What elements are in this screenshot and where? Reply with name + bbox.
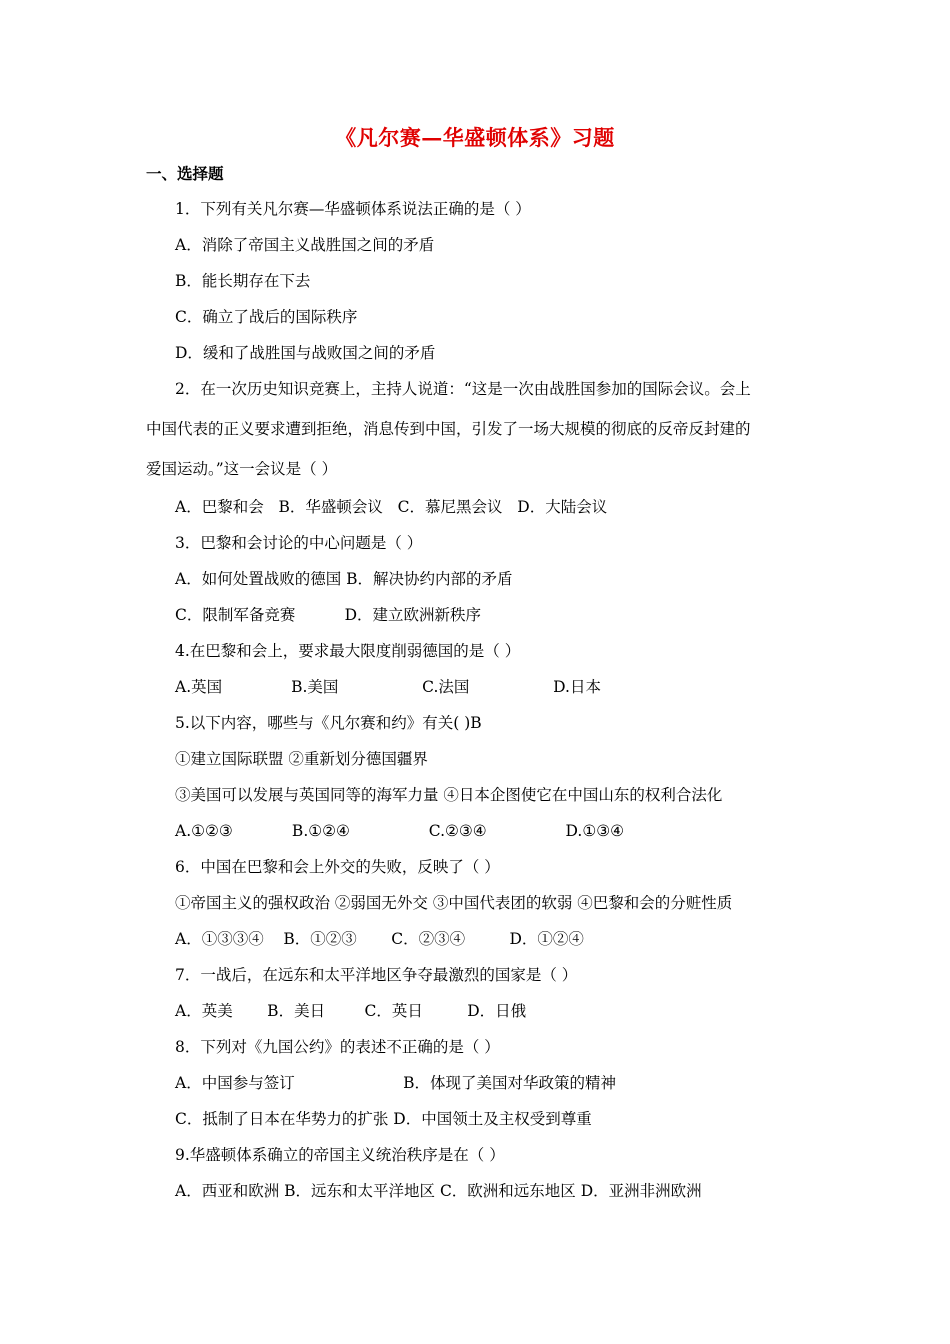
q6-statements: ①帝国主义的强权政治 ②弱国无外交 ③中国代表团的软弱 ④巴黎和会的分赃性质 xyxy=(175,894,733,912)
q3-options-ab: A．如何处置战败的德国 B．解决协约内部的矛盾 xyxy=(175,570,513,588)
question-3: 3．巴黎和会讨论的中心问题是（ ） xyxy=(175,534,423,552)
q7-options: A．英美 B．美日 C．英日 D．日俄 xyxy=(175,1002,527,1020)
question-6: 6．中国在巴黎和会上外交的失败，反映了（ ） xyxy=(175,858,500,876)
q8-options-cd: C．抵制了日本在华势力的扩张 D．中国领土及主权受到尊重 xyxy=(175,1110,592,1128)
q1-option-d: D．缓和了战胜国与战败国之间的矛盾 xyxy=(175,344,436,362)
question-7: 7．一战后，在远东和太平洋地区争夺最激烈的国家是（ ） xyxy=(175,966,578,984)
question-2-line-1: 2．在一次历史知识竞赛上，主持人说道：“这是一次由战胜国参加的国际会议。会上 xyxy=(175,380,751,398)
q1-option-b: B．能长期存在下去 xyxy=(175,272,311,290)
q5-options: A.①②③ B.①②④ C.②③④ D.①③④ xyxy=(175,822,625,840)
section-heading: 一、选择题 xyxy=(146,165,224,183)
question-9: 9.华盛顿体系确立的帝国主义统治秩序是在（ ） xyxy=(175,1146,505,1164)
q4-options: A.英国 B.美国 C.法国 D.日本 xyxy=(175,678,601,696)
question-2-line-2: 中国代表的正义要求遭到拒绝，消息传到中国，引发了一场大规模的彻底的反帝反封建的 xyxy=(146,420,751,438)
question-5: 5.以下内容，哪些与《凡尔赛和约》有关( )B xyxy=(175,714,482,732)
q5-statements-1: ①建立国际联盟 ②重新划分德国疆界 xyxy=(175,750,428,768)
q3-options-cd: C．限制军备竞赛 D．建立欧洲新秩序 xyxy=(175,606,482,624)
q1-option-c: C．确立了战后的国际秩序 xyxy=(175,308,358,326)
q2-options: A．巴黎和会 B．华盛顿会议 C．慕尼黑会议 D．大陆会议 xyxy=(175,498,608,516)
document-title: 《凡尔赛—华盛顿体系》习题 xyxy=(335,125,615,150)
q8-options-ab: A．中国参与签订 B．体现了美国对华政策的精神 xyxy=(175,1074,616,1092)
question-8: 8．下列对《九国公约》的表述不正确的是（ ） xyxy=(175,1038,500,1056)
q1-option-a: A．消除了帝国主义战胜国之间的矛盾 xyxy=(175,236,435,254)
q6-options: A．①③③④ B．①②③ C．②③④ D．①②④ xyxy=(175,930,584,948)
question-1: 1．下列有关凡尔赛—华盛顿体系说法正确的是（ ） xyxy=(175,200,531,218)
q5-statements-2: ③美国可以发展与英国同等的海军力量 ④日本企图使它在中国山东的权利合法化 xyxy=(175,786,723,804)
question-4: 4.在巴黎和会上，要求最大限度削弱德国的是（ ） xyxy=(175,642,521,660)
q9-options: A．西亚和欧洲 B．远东和太平洋地区 C．欧洲和远东地区 D．亚洲非洲欧洲 xyxy=(175,1182,702,1200)
question-2-line-3: 爱国运动。”这一会议是（ ） xyxy=(146,460,338,478)
